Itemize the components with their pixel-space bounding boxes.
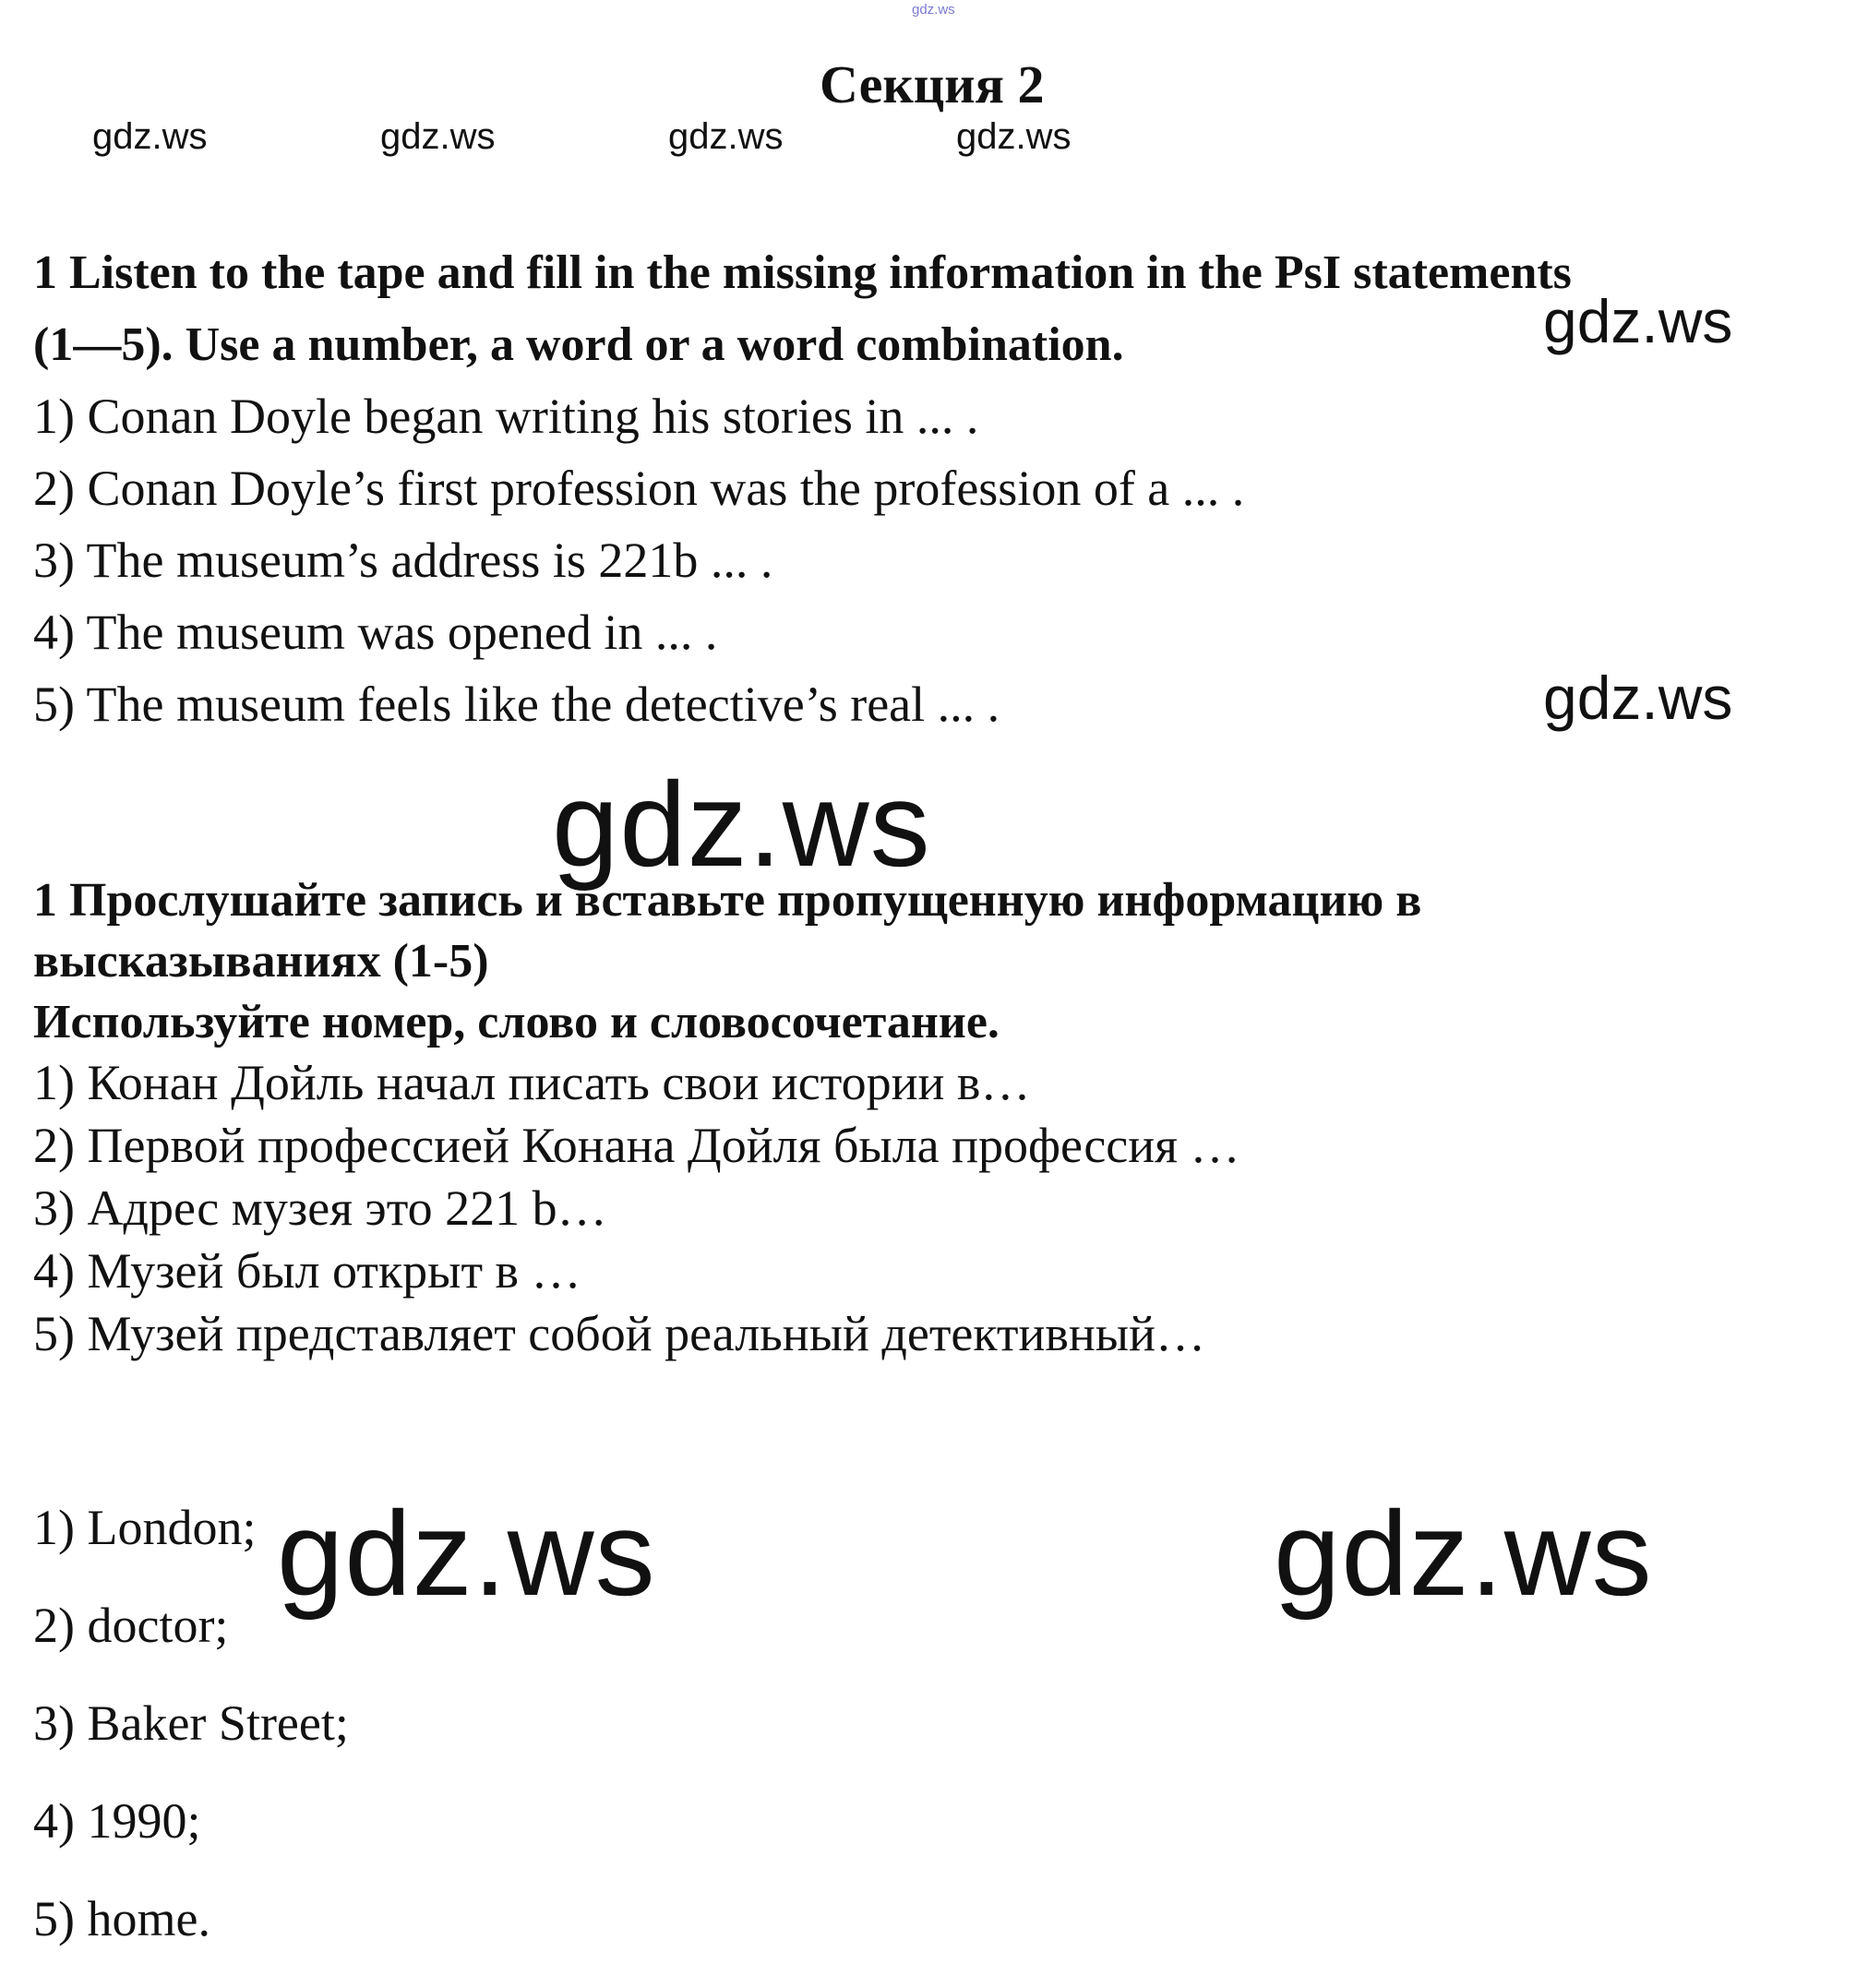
watermark: gdz.ws — [956, 116, 1072, 157]
task-item-ru: 5) Музей представляет собой реальный детективный… — [33, 1306, 1205, 1361]
watermark: gdz.ws — [277, 1486, 656, 1621]
task-item-en: 2) Conan Doyle’s first profession was the profession of a ... . — [33, 461, 1245, 516]
answer-item: 5) home. — [33, 1891, 210, 1946]
watermark: gdz.ws — [1543, 664, 1733, 732]
task-item-ru: 1) Конан Дойль начал писать свои истории в… — [33, 1055, 1031, 1110]
answer-item: 4) 1990; — [33, 1793, 201, 1849]
answer-item: 3) Baker Street; — [33, 1695, 349, 1751]
task-heading-ru-line2: высказываниях (1-5) — [33, 935, 489, 988]
task-item-en: 5) The museum feels like the detective’s real ... . — [33, 677, 1000, 732]
watermark: gdz.ws — [92, 116, 208, 157]
watermark: gdz.ws — [1543, 287, 1733, 355]
watermark: gdz.ws — [1274, 1486, 1653, 1621]
answer-item: 2) doctor; — [33, 1598, 229, 1653]
task-item-en: 3) The museum’s address is 221b ... . — [33, 533, 773, 588]
task-heading-en-line2: (1—5). Use a number, a word or a word combination. — [33, 318, 1124, 371]
task-item-ru: 3) Адрес музея это 221 b… — [33, 1180, 607, 1236]
task-item-ru: 4) Музей был открыт в … — [33, 1243, 581, 1299]
answer-item: 1) London; — [33, 1500, 257, 1555]
top-watermark: gdz.ws — [912, 2, 955, 18]
task-item-en: 1) Conan Doyle began writing his stories in ... . — [33, 389, 979, 444]
task-item-en: 4) The museum was opened in ... . — [33, 605, 718, 660]
section-title: Секция 2 — [820, 54, 1045, 114]
watermark: gdz.ws — [668, 116, 784, 157]
task-heading-en-line1: 1 Listen to the tape and fill in the missing information in the PsI statements — [33, 246, 1572, 299]
watermark: gdz.ws — [380, 116, 496, 157]
task-heading-ru-line1: 1 Прослушайте запись и вставьте пропущенную информацию в — [33, 874, 1422, 927]
watermark: gdz.ws — [552, 757, 931, 892]
task-heading-ru-line3: Используйте номер, слово и словосочетание. — [33, 996, 1000, 1048]
task-item-ru: 2) Первой профессией Конана Дойля была профессия … — [33, 1118, 1240, 1173]
